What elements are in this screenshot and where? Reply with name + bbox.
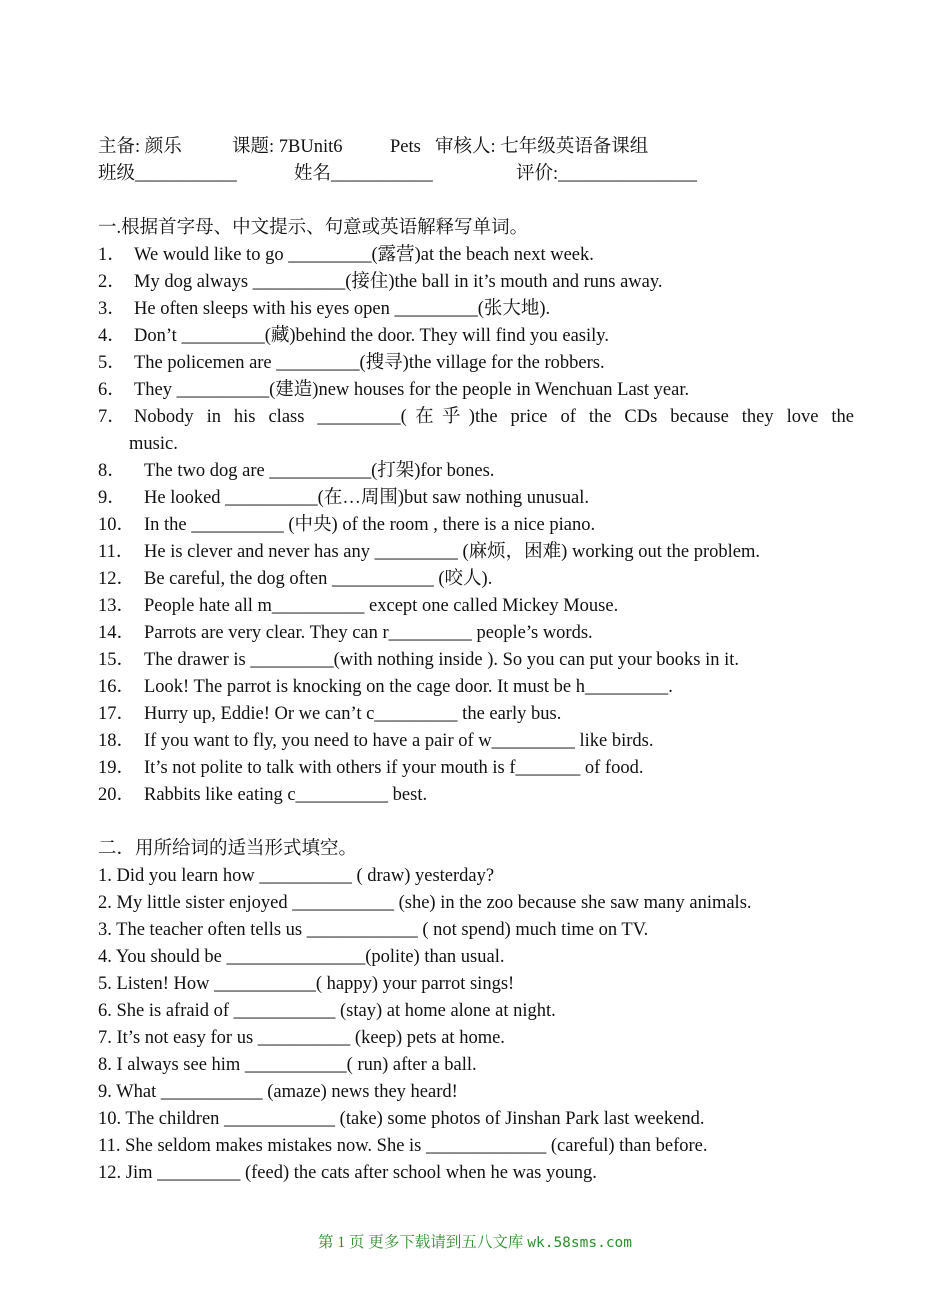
list-item-continuation: music. — [129, 434, 178, 454]
item-number: 17． — [98, 704, 136, 724]
item-text: The drawer is _________(with nothing inside ). So you can put your books in it. — [144, 650, 740, 670]
topic-label: 课题: 7BUnit6 — [232, 137, 343, 157]
item-number: 7． — [98, 407, 126, 427]
header-line-1 — [98, 134, 854, 161]
section1-list — [98, 242, 854, 809]
item-number: 19． — [98, 758, 136, 778]
item-number: 10． — [98, 515, 136, 535]
item-text: In the __________ (中央) of the room , there is a nice piano. — [144, 515, 596, 535]
item-number: 13． — [98, 596, 136, 616]
list-item — [98, 620, 854, 647]
item-text: If you want to fly, you need to have a pair of w_________ like birds. — [144, 731, 654, 751]
page-footer — [0, 1232, 950, 1254]
item-text: It’s not polite to talk with others if your mouth is f_______ of food. — [144, 758, 644, 778]
item-number: 11． — [98, 542, 135, 562]
item-text: He often sleeps with his eyes open _________(张大地). — [134, 299, 551, 319]
list-item — [98, 485, 854, 512]
list-item — [98, 566, 854, 593]
worksheet-page — [98, 134, 854, 1187]
list-item — [98, 242, 854, 269]
item-number: 14． — [98, 623, 136, 643]
reviewer-label: 审核人: 七年级英语备课组 — [435, 137, 649, 157]
item-text: Nobody in his class _________(在乎)the price of the CDs because they love the — [134, 407, 854, 427]
item-text: Be careful, the dog often ___________ (咬人). — [144, 569, 493, 589]
list-item — [98, 404, 854, 431]
list-item: 3. The teacher often tells us ____________ ( not spend) much time on TV. — [98, 920, 649, 940]
item-number: 2． — [98, 272, 126, 292]
item-text: Look! The parrot is knocking on the cage door. It must be h_________. — [144, 677, 673, 697]
section2-list — [98, 863, 854, 1187]
list-item — [98, 512, 854, 539]
item-text: He is clever and never has any _________ (麻烦，困难) working out the problem. — [144, 542, 761, 562]
list-item: 6. She is afraid of ___________ (stay) at home alone at night. — [98, 1001, 556, 1021]
section1-title: 一.根据首字母、中文提示、句意或英语解释写单词。 — [98, 218, 529, 238]
item-text: Rabbits like eating c__________ best. — [144, 785, 428, 805]
list-item: 4. You should be _______________(polite) than usual. — [98, 947, 505, 967]
class-field: 班级___________ — [98, 164, 237, 184]
item-text: Hurry up, Eddie! Or we can’t c_________ the early bus. — [144, 704, 562, 724]
item-text: They __________(建造)new houses for the people in Wenchuan Last year. — [134, 380, 690, 400]
list-item — [98, 350, 854, 377]
list-item: 10. The children ____________ (take) some photos of Jinshan Park last weekend. — [98, 1109, 705, 1129]
item-number: 3． — [98, 299, 126, 319]
item-number: 20． — [98, 785, 136, 805]
spacer — [98, 809, 854, 836]
item-number: 12． — [98, 569, 136, 589]
list-item — [98, 782, 854, 809]
pets-label: Pets — [390, 137, 421, 157]
list-item: 5. Listen! How ___________( happy) your parrot sings! — [98, 974, 515, 994]
list-item — [98, 296, 854, 323]
section2-title: 二．用所给词的适当形式填空。 — [98, 839, 358, 859]
list-item — [98, 755, 854, 782]
item-number: 15． — [98, 650, 136, 670]
preparer-label: 主备: 颜乐 — [98, 137, 182, 157]
list-item — [98, 701, 854, 728]
item-text: My dog always __________(接住)the ball in it’s mouth and runs away. — [134, 272, 663, 292]
item-number: 9． — [98, 488, 126, 508]
item-text: Don’t _________(藏)behind the door. They will find you easily. — [134, 326, 609, 346]
list-item: 11. She seldom makes mistakes now. She is _____________ (careful) than before. — [98, 1136, 708, 1156]
list-item — [98, 647, 854, 674]
spacer — [98, 188, 854, 215]
item-number: 18． — [98, 731, 136, 751]
header-line-2 — [98, 161, 854, 188]
list-item — [98, 539, 854, 566]
list-item — [98, 728, 854, 755]
footer-text: 第 1 页 更多下载请到五八文库 — [317, 1234, 524, 1251]
list-item — [98, 458, 854, 485]
list-item: 9. What ___________ (amaze) news they heard! — [98, 1082, 458, 1102]
item-text: We would like to go _________(露营)at the beach next week. — [134, 245, 594, 265]
item-text: People hate all m__________ except one called Mickey Mouse. — [144, 596, 619, 616]
list-item — [98, 593, 854, 620]
item-number: 16． — [98, 677, 136, 697]
list-item — [98, 323, 854, 350]
list-item: 2. My little sister enjoyed ___________ (she) in the zoo because she saw many animals. — [98, 893, 752, 913]
item-text: Parrots are very clear. They can r_________ people’s words. — [144, 623, 593, 643]
list-item: 12. Jim _________ (feed) the cats after school when he was young. — [98, 1163, 597, 1183]
item-text: The two dog are ___________(打架)for bones. — [144, 461, 495, 481]
list-item: 7. It’s not easy for us __________ (keep) pets at home. — [98, 1028, 505, 1048]
item-number: 4． — [98, 326, 126, 346]
item-number: 8． — [98, 461, 126, 481]
item-text: The policemen are _________(搜寻)the village for the robbers. — [134, 353, 605, 373]
list-item — [98, 674, 854, 701]
item-text: He looked __________(在…周围)but saw nothing unusual. — [144, 488, 589, 508]
name-field: 姓名___________ — [294, 164, 433, 184]
list-item: 8. I always see him ___________( run) after a ball. — [98, 1055, 477, 1075]
evaluation-field: 评价:_______________ — [516, 164, 697, 184]
item-number: 5． — [98, 353, 126, 373]
item-number: 6． — [98, 380, 126, 400]
footer-site-link[interactable]: wk.58sms.com — [527, 1235, 633, 1251]
list-item — [98, 377, 854, 404]
item-number: 1． — [98, 245, 126, 265]
list-item: 1. Did you learn how __________ ( draw) yesterday? — [98, 866, 495, 886]
list-item — [98, 269, 854, 296]
